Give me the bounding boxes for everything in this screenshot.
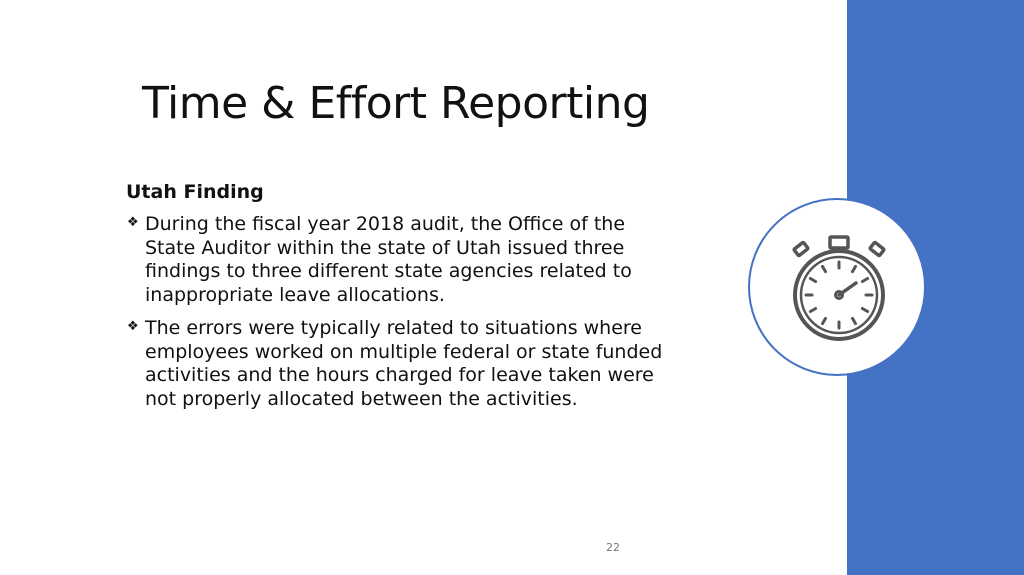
bullet-item xyxy=(126,213,666,307)
icon-circle xyxy=(748,198,926,376)
page-number: 22 xyxy=(606,541,620,554)
slide-title: Time & Effort Reporting xyxy=(142,78,650,129)
diamond-bullet-icon: ❖ xyxy=(127,215,139,230)
bullet-text: The errors were typically related to situations where employees worked on multiple federal or state funded activities and the hours charged for leave taken were not properly allocated between the activities. xyxy=(145,317,663,410)
slide-content xyxy=(126,180,666,421)
bullet-item xyxy=(126,317,666,411)
stopwatch-icon xyxy=(789,235,889,343)
subheading: Utah Finding xyxy=(126,181,264,203)
diamond-bullet-icon: ❖ xyxy=(127,319,139,334)
bullet-text: During the fiscal year 2018 audit, the Office of the State Auditor within the state of Utah issued three findings to three different state agencies related to inappropriate leave allocations. xyxy=(145,213,632,306)
